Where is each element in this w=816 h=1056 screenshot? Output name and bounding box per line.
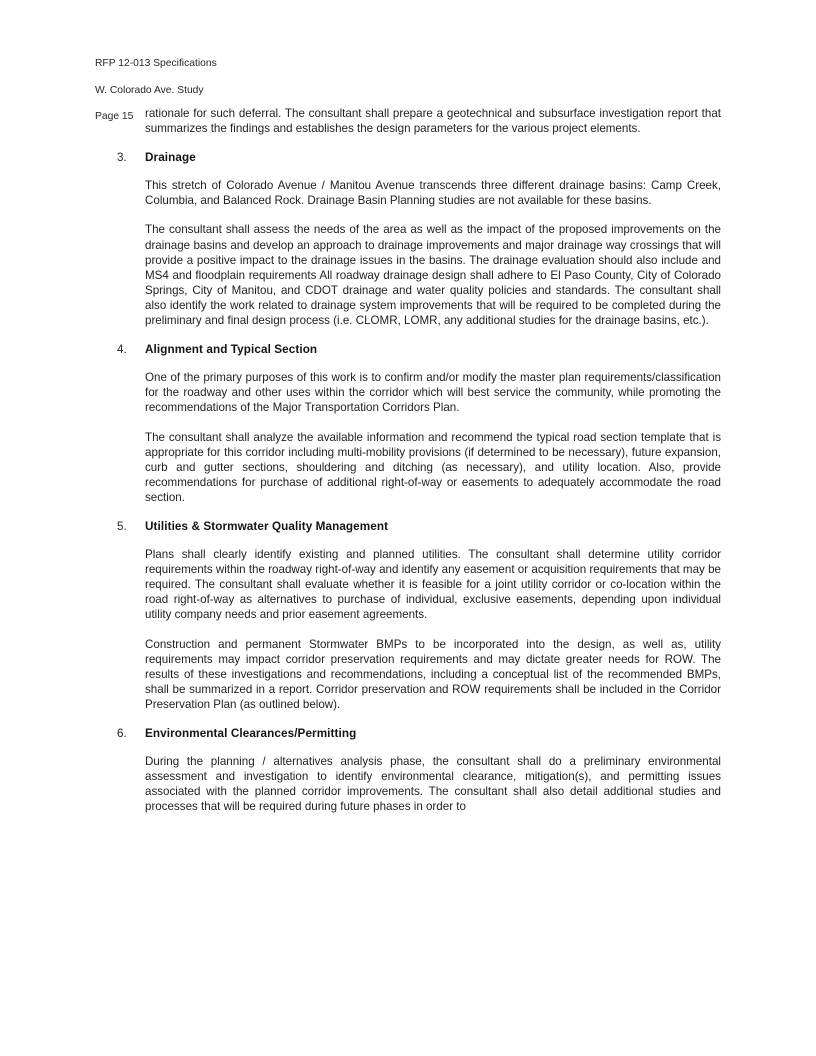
section-title-drainage: Drainage xyxy=(145,151,196,165)
section-title-environmental: Environmental Clearances/Permitting xyxy=(145,727,357,740)
utilities-paragraph-1: Plans shall clearly identify existing and planned utilities. The consultant shall determine utility corridor requirements within the roadway right-of-way and identify any easement or acquisition requirements that may be required. The consultant shall evaluate whether it is feasible for a joint utility corridor or co-location within the road right-of-way as alternatives to purchase of individual, exclusive easements, depending upon individual utility company needs and prior easement agreements. xyxy=(145,548,721,622)
alignment-paragraph-1: One of the primary purposes of this work is to confirm and/or modify the master plan requirements/classification for the roadway and other uses within the corridor which will best service the community, while promoting the recommendations of the Major Transportation Corridors Plan. xyxy=(145,371,721,415)
section-number-6: 6. xyxy=(117,727,127,740)
section-heading-alignment xyxy=(0,342,816,357)
section-heading-drainage xyxy=(0,150,816,165)
drainage-paragraph-2: The consultant shall assess the needs of the area as well as the impact of the proposed improvements on the drainage basins and develop an approach to drainage improvements and major drainage way crossings that will provide a positive impact to the drainage issues in the basins. The drainage evaluation should also include and MS4 and floodplain requirements All roadway drainage design shall adhere to El Paso County, City of Colorado Springs, City of Manitou, and CDOT drainage and water quality policies and standards. The consultant shall also identify the work related to drainage system improvements that will be required to be completed during the preliminary and final design process (i.e. CLOMR, LOMR, any additional studies for the drainage basins, etc.). xyxy=(145,223,721,328)
document-body xyxy=(0,106,816,828)
header-line-page-number: Page 15 xyxy=(95,111,134,123)
section-number-3: 3. xyxy=(117,151,127,165)
environmental-paragraph-1: During the planning / alternatives analysis phase, the consultant shall do a preliminary environmental assessment and investigation to identify environmental clearance, mitigation(s), and permitting issues associated with the planned corridor improvements. The consultant shall also detail additional studies and processes that will be required during future phases in order to xyxy=(145,755,721,814)
section-title-utilities: Utilities & Stormwater Quality Management xyxy=(145,519,389,533)
utilities-paragraph-2: Construction and permanent Stormwater BMPs to be incorporated into the design, as well as, utility requirements may impact corridor preservation requirements and may dictate greater needs for ROW. The results of these investigations and recommendations, including a conceptual list of the recommended BMPs, shall be summarized in a report. Corridor preservation and ROW requirements shall be included in the Corridor Preservation Plan (as outlined below). xyxy=(145,637,721,711)
section-heading-environmental xyxy=(0,726,816,741)
header-line-study-name: W. Colorado Ave. Study xyxy=(95,84,204,96)
section-title-alignment: Alignment and Typical Section xyxy=(145,343,318,357)
alignment-paragraph-2: The consultant shall analyze the available information and recommend the typical road section template that is appropriate for this corridor including multi-mobility provisions (if determined to be necessary), future expansion, curb and gutter sections, shouldering and ditching (as necessary), and utility location. Also, provide recommendations for purchase of additional right-of-way or easements to adequately accommodate the road section. xyxy=(145,430,721,504)
header-line-rfp-title: RFP 12-013 Specifications xyxy=(95,58,217,70)
section-number-4: 4. xyxy=(117,343,127,357)
drainage-paragraph-1: This stretch of Colorado Avenue / Manitou Avenue transcends three different drainage basins: Camp Creek, Columbia, and Balanced Rock. Drainage Basin Planning studies are not available for these basins. xyxy=(145,179,721,208)
intro-paragraph: rationale for such deferral. The consultant shall prepare a geotechnical and subsurface investigation report that summarizes the findings and establishes the design parameters for the various project elements. xyxy=(145,107,721,136)
section-number-5: 5. xyxy=(117,519,127,533)
section-heading-utilities xyxy=(0,519,816,534)
